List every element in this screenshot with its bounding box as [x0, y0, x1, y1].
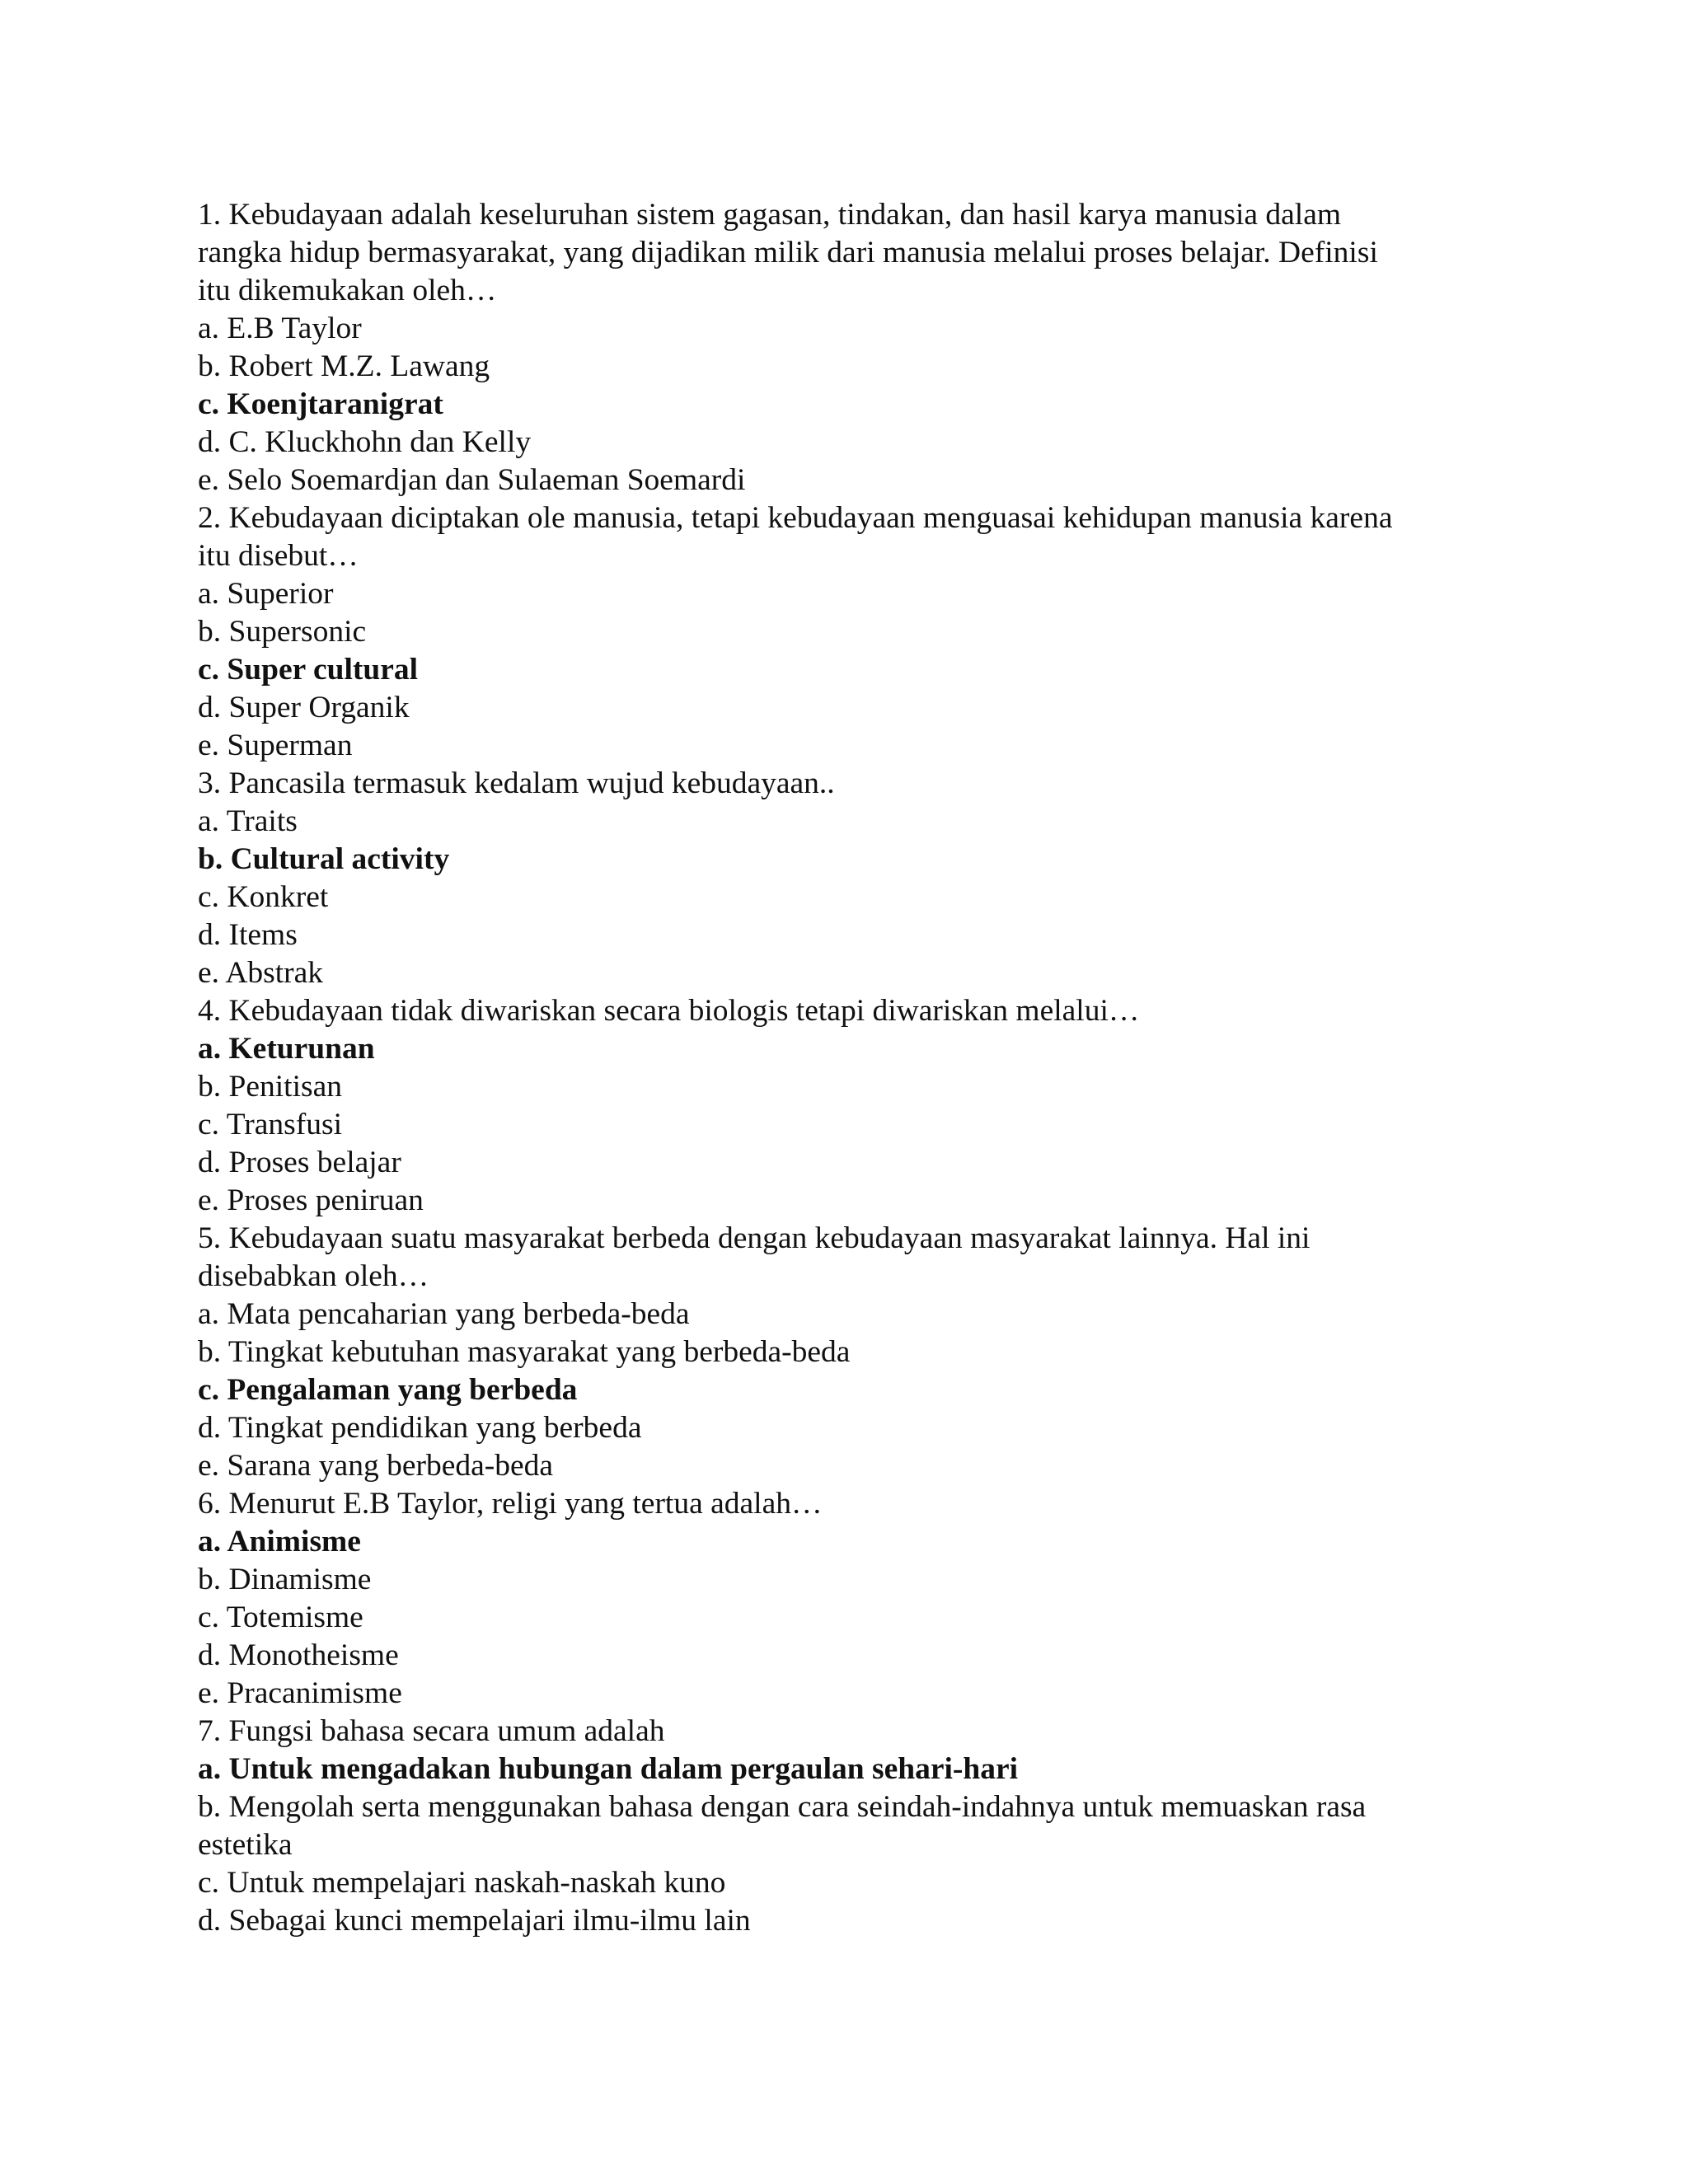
- option-c: c. Konkret: [198, 880, 329, 914]
- option-b-continuation: estetika: [198, 1828, 293, 1862]
- option-a: a. Superior: [198, 577, 334, 611]
- option-d: d. Tingkat pendidikan yang berbeda: [198, 1411, 642, 1445]
- question-line: 4. Kebudayaan tidak diwariskan secara biologis tetapi diwariskan melalui…: [198, 994, 1140, 1028]
- option-a: a. Mata pencaharian yang berbeda-beda: [198, 1297, 690, 1331]
- option-e: e. Abstrak: [198, 956, 324, 990]
- question-line: 3. Pancasila termasuk kedalam wujud kebudayaan..: [198, 766, 835, 800]
- question-5: [198, 1220, 1517, 1485]
- option-e: e. Proses peniruan: [198, 1183, 424, 1217]
- question-line: 2. Kebudayaan diciptakan ole manusia, tetapi kebudayaan menguasai kehidupan manusia karena: [198, 501, 1393, 535]
- option-d: d. C. Kluckhohn dan Kelly: [198, 425, 532, 459]
- option-d: d. Super Organik: [198, 691, 410, 724]
- option-c-correct: c. Super cultural: [198, 653, 419, 687]
- document-page: [198, 196, 1517, 1940]
- question-text: [198, 1485, 1517, 1523]
- option-e: e. Selo Soemardjan dan Sulaeman Soemardi: [198, 463, 746, 497]
- question-text: [198, 992, 1517, 1030]
- question-4: [198, 992, 1517, 1220]
- option-c: c. Transfusi: [198, 1108, 343, 1141]
- option-a: a. E.B Taylor: [198, 312, 362, 345]
- question-6: [198, 1485, 1517, 1713]
- option-d: d. Items: [198, 918, 298, 952]
- option-a-correct: a. Untuk mengadakan hubungan dalam pergaulan sehari-hari: [198, 1752, 1019, 1786]
- question-text: [198, 196, 1517, 310]
- option-b-correct: b. Cultural activity: [198, 842, 450, 876]
- option-e: e. Sarana yang berbeda-beda: [198, 1449, 554, 1483]
- question-1: [198, 196, 1517, 499]
- option-b: b. Supersonic: [198, 615, 367, 649]
- option-c-correct: c. Koenjtaranigrat: [198, 387, 443, 421]
- question-text: [198, 1713, 1517, 1750]
- question-line: 1. Kebudayaan adalah keseluruhan sistem gagasan, tindakan, dan hasil karya manusia dalam: [198, 198, 1342, 232]
- question-line: itu disebut…: [198, 539, 359, 573]
- option-a-correct: a. Animisme: [198, 1525, 361, 1558]
- option-e: e. Superman: [198, 729, 353, 762]
- question-text: [198, 1220, 1517, 1296]
- option-b: b. Penitisan: [198, 1070, 342, 1104]
- question-line: itu dikemukakan oleh…: [198, 274, 497, 307]
- question-text: [198, 765, 1517, 803]
- question-line: 7. Fungsi bahasa secara umum adalah: [198, 1714, 665, 1748]
- option-b: b. Mengolah serta menggunakan bahasa dengan cara seindah-indahnya untuk memuaskan rasa: [198, 1790, 1367, 1824]
- question-line: 6. Menurut E.B Taylor, religi yang tertua adalah…: [198, 1487, 823, 1521]
- question-line: disebabkan oleh…: [198, 1259, 429, 1293]
- option-b: b. Tingkat kebutuhan masyarakat yang berbeda-beda: [198, 1335, 851, 1369]
- option-d: d. Sebagai kunci mempelajari ilmu-ilmu lain: [198, 1904, 751, 1938]
- option-e: e. Pracanimisme: [198, 1676, 402, 1710]
- option-d: d. Proses belajar: [198, 1146, 401, 1179]
- question-3: [198, 765, 1517, 992]
- option-b: b. Dinamisme: [198, 1563, 372, 1596]
- question-line: 5. Kebudayaan suatu masyarakat berbeda dengan kebudayaan masyarakat lainnya. Hal ini: [198, 1221, 1311, 1255]
- option-a-correct: a. Keturunan: [198, 1032, 375, 1066]
- option-b: b. Robert M.Z. Lawang: [198, 349, 490, 383]
- option-c: c. Totemisme: [198, 1601, 363, 1634]
- option-c: c. Untuk mempelajari naskah-naskah kuno: [198, 1866, 726, 1900]
- option-a: a. Traits: [198, 804, 298, 838]
- question-2: [198, 499, 1517, 765]
- question-line: rangka hidup bermasyarakat, yang dijadikan milik dari manusia melalui proses belajar. Definisi: [198, 236, 1378, 269]
- option-c-correct: c. Pengalaman yang berbeda: [198, 1373, 578, 1407]
- option-d: d. Monotheisme: [198, 1638, 399, 1672]
- question-text: [198, 499, 1517, 575]
- question-7: [198, 1713, 1517, 1940]
